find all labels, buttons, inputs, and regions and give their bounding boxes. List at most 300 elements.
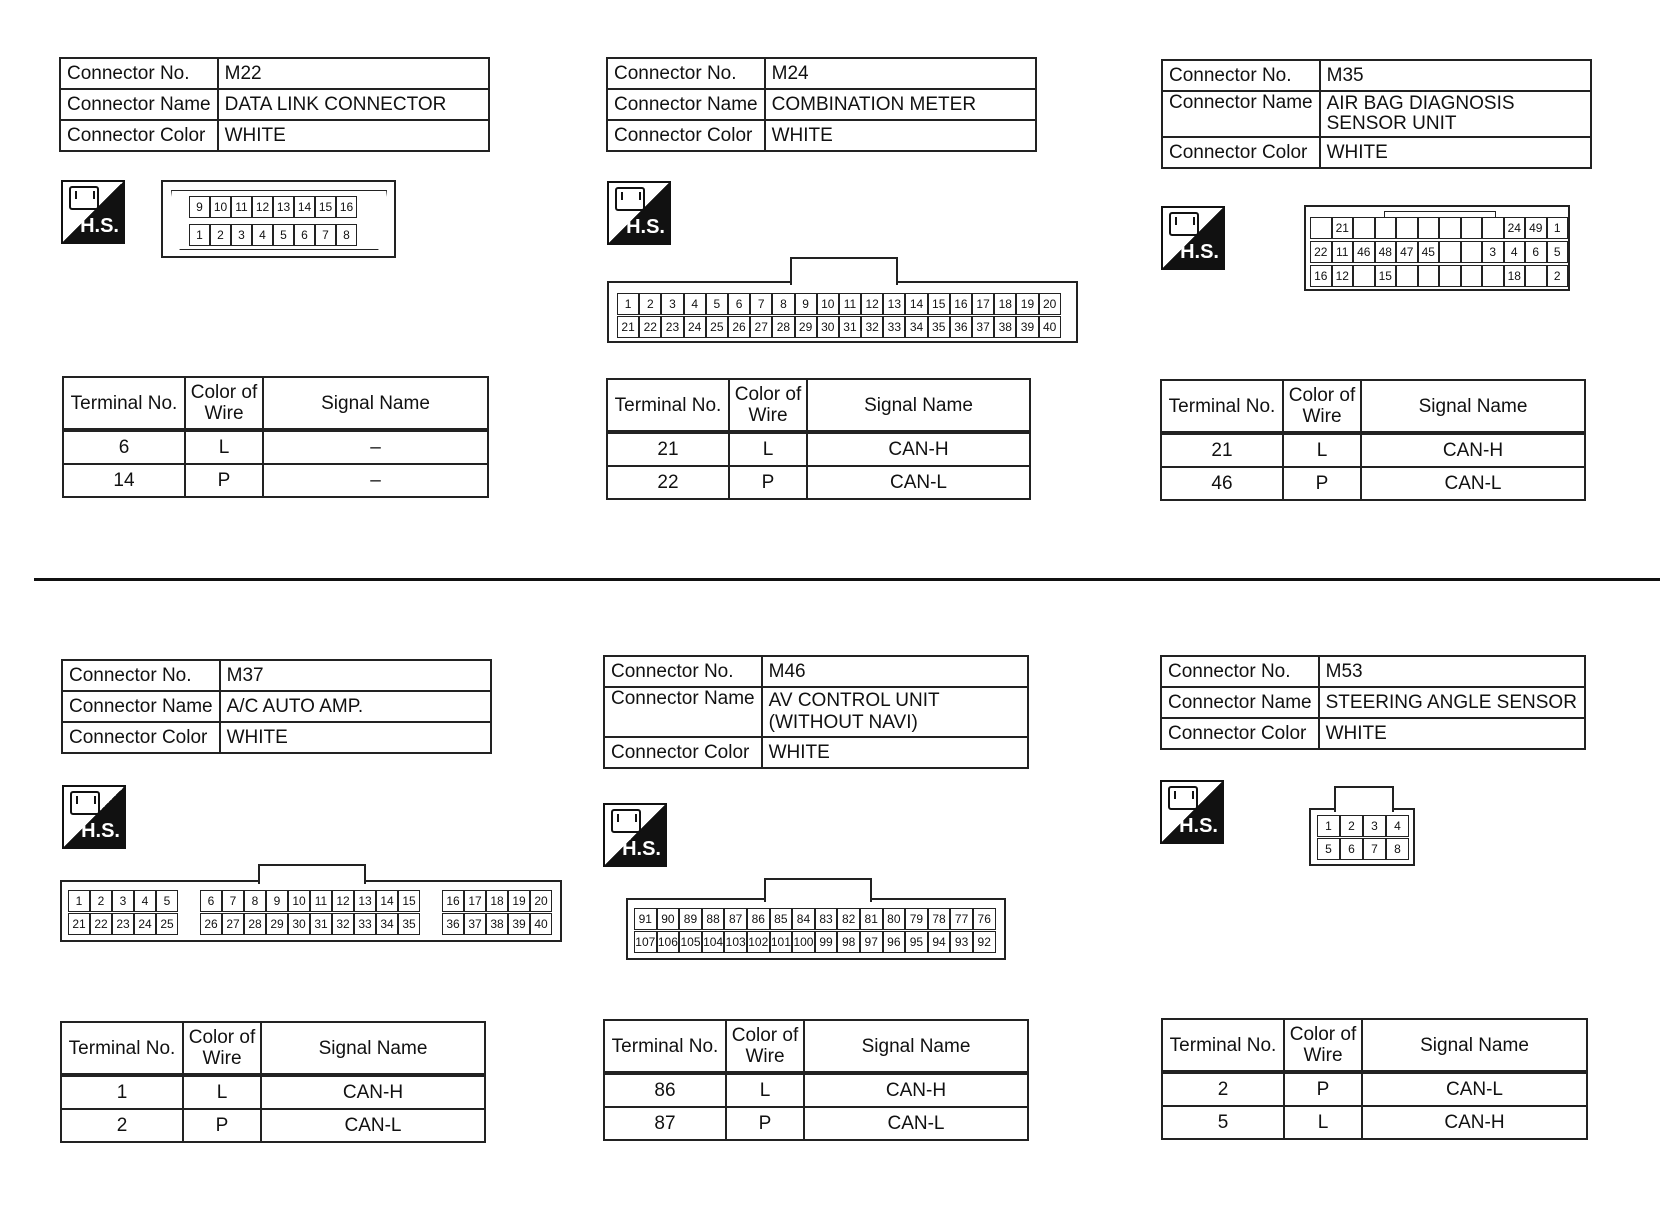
connector-pin: 30 [817, 316, 839, 338]
connector-pin: 83 [815, 908, 838, 930]
connector-pin [1439, 217, 1461, 239]
terminal-no: 87 [604, 1107, 726, 1140]
terminal-no: 1 [61, 1075, 183, 1109]
connector-pin [1418, 217, 1440, 239]
connector-no-value: M22 [218, 58, 489, 89]
harness-side-icon [62, 785, 126, 849]
hand-icon [1168, 786, 1198, 810]
connector-pin: 90 [657, 908, 680, 930]
connector-face-m37 [60, 880, 562, 942]
hs-label: H.S. [622, 838, 661, 860]
signal-name-header: Signal Name [261, 1022, 485, 1075]
hs-label: H.S. [81, 820, 120, 842]
connector-pin [1396, 217, 1418, 239]
connector-no-value: M53 [1319, 656, 1585, 687]
connector-name-value: AIR BAG DIAGNOSIS SENSOR UNIT [1320, 91, 1591, 137]
connector-pin: 2 [1547, 265, 1569, 287]
connector-pin: 12 [861, 293, 883, 315]
connector-info-m35 [1161, 59, 1592, 169]
connector-pin: 10 [288, 890, 310, 912]
connector-pin: 107 [634, 931, 657, 953]
connector-pin: 85 [770, 908, 793, 930]
connector-pin: 18 [994, 293, 1016, 315]
connector-no-label: Connector No. [607, 58, 765, 89]
connector-pin: 2 [90, 890, 112, 912]
connector-pin [1461, 217, 1483, 239]
wire-color-header: Color of Wire [1284, 1019, 1362, 1072]
connector-pin: 3 [231, 224, 252, 246]
wire-color: P [729, 466, 807, 499]
connector-pin: 20 [1039, 293, 1061, 315]
connector-pin: 1 [68, 890, 90, 912]
connector-pin: 35 [928, 316, 950, 338]
hs-label: H.S. [1179, 815, 1218, 837]
connector-pin: 21 [68, 913, 90, 935]
connector-pin: 99 [815, 931, 838, 953]
terminal-no: 21 [607, 432, 729, 466]
connector-pin: 12 [1332, 265, 1354, 287]
connector-pin: 30 [288, 913, 310, 935]
signal-name: CAN-L [807, 466, 1030, 499]
connector-pin: 79 [905, 908, 928, 930]
connector-pin: 28 [244, 913, 266, 935]
terminal-table-m22 [62, 376, 489, 498]
connector-info-m53 [1160, 655, 1586, 750]
wire-color-header: Color of Wire [185, 377, 263, 430]
wire-color-header: Color of Wire [729, 379, 807, 432]
connector-pin: 32 [332, 913, 354, 935]
hand-icon [611, 809, 641, 833]
signal-name: CAN-H [807, 432, 1030, 466]
connector-pin: 4 [684, 293, 706, 315]
connector-pin: 5 [273, 224, 294, 246]
connector-no-value: M37 [220, 660, 491, 691]
connector-color-label: Connector Color [607, 120, 765, 151]
connector-face-m53 [1309, 808, 1415, 866]
connector-color-value: WHITE [765, 120, 1036, 151]
signal-name: – [263, 430, 488, 464]
connector-pin: 35 [398, 913, 420, 935]
connector-pin [1439, 241, 1461, 263]
connector-pin: 24 [684, 316, 706, 338]
connector-face-m35 [1304, 205, 1570, 291]
connector-pin: 25 [156, 913, 178, 935]
connector-pin: 105 [679, 931, 702, 953]
connector-pin: 4 [1504, 241, 1526, 263]
connector-pin: 29 [795, 316, 817, 338]
connector-pin [1310, 217, 1332, 239]
connector-pin: 17 [464, 890, 486, 912]
connector-pin: 78 [928, 908, 951, 930]
connector-pin: 15 [398, 890, 420, 912]
connector-pin: 3 [112, 890, 134, 912]
connector-pin: 11 [310, 890, 332, 912]
connector-face-m22 [161, 180, 396, 258]
connector-pin: 97 [860, 931, 883, 953]
terminal-no: 6 [63, 430, 185, 464]
terminal-no-header: Terminal No. [607, 379, 729, 432]
connector-pin: 21 [1332, 217, 1354, 239]
connector-no-label: Connector No. [1162, 60, 1320, 91]
connector-pin: 22 [90, 913, 112, 935]
connector-pin: 31 [310, 913, 332, 935]
connector-pin: 40 [1039, 316, 1061, 338]
connector-pin: 12 [252, 196, 273, 218]
connector-info-m24 [606, 57, 1037, 152]
connector-pin: 15 [315, 196, 336, 218]
hand-icon [69, 186, 99, 210]
connector-pin: 13 [354, 890, 376, 912]
wire-color: L [729, 432, 807, 466]
connector-pin: 4 [134, 890, 156, 912]
signal-name: CAN-H [804, 1073, 1028, 1107]
connector-pin: 11 [231, 196, 252, 218]
connector-pin: 101 [770, 931, 793, 953]
connector-pin [1396, 265, 1418, 287]
connector-color-label: Connector Color [1161, 718, 1319, 749]
signal-name: CAN-L [1361, 467, 1585, 500]
terminal-table-m35 [1160, 379, 1586, 501]
connector-name-label: Connector Name [607, 89, 765, 120]
signal-name-header: Signal Name [263, 377, 488, 430]
connector-pin: 5 [156, 890, 178, 912]
connector-pin: 86 [747, 908, 770, 930]
connector-color-label: Connector Color [62, 722, 220, 753]
connector-name-value: AV CONTROL UNIT (WITHOUT NAVI) [762, 687, 1028, 737]
connector-no-value: M46 [762, 656, 1028, 687]
connector-pin: 6 [1340, 838, 1363, 860]
terminal-table-m24 [606, 378, 1031, 500]
connector-pin: 46 [1353, 241, 1375, 263]
connector-pin: 33 [354, 913, 376, 935]
connector-pin: 2 [639, 293, 661, 315]
connector-pin [1482, 217, 1504, 239]
connector-pin: 27 [222, 913, 244, 935]
connector-color-label: Connector Color [60, 120, 218, 151]
connector-pin: 5 [1317, 838, 1340, 860]
harness-side-icon [1161, 206, 1225, 270]
hs-label: H.S. [626, 216, 665, 238]
connector-pin: 14 [294, 196, 315, 218]
signal-name-header: Signal Name [1361, 380, 1585, 433]
connector-pin: 8 [772, 293, 794, 315]
connector-pin: 92 [973, 931, 996, 953]
connector-pin: 32 [861, 316, 883, 338]
connector-pin [420, 913, 442, 935]
connector-pin: 100 [792, 931, 815, 953]
wire-color-header: Color of Wire [1283, 380, 1361, 433]
connector-pin: 98 [837, 931, 860, 953]
connector-no-label: Connector No. [604, 656, 762, 687]
terminal-no-header: Terminal No. [63, 377, 185, 430]
wire-color: P [1283, 467, 1361, 500]
connector-no-value: M24 [765, 58, 1036, 89]
signal-name: CAN-H [261, 1075, 485, 1109]
connector-pin: 16 [950, 293, 972, 315]
connector-pin: 5 [1547, 241, 1569, 263]
connector-name-label: Connector Name [62, 691, 220, 722]
wire-color: L [1283, 433, 1361, 467]
connector-pin: 39 [508, 913, 530, 935]
connector-name-value: COMBINATION METER [765, 89, 1036, 120]
hand-icon [70, 791, 100, 815]
wire-color: P [1284, 1072, 1362, 1106]
signal-name-header: Signal Name [1362, 1019, 1587, 1072]
connector-pin: 94 [928, 931, 951, 953]
connector-pin: 76 [973, 908, 996, 930]
harness-side-icon [1160, 780, 1224, 844]
connector-pin: 7 [750, 293, 772, 315]
connector-pin: 40 [530, 913, 552, 935]
connector-pin: 24 [134, 913, 156, 935]
hand-icon [615, 187, 645, 211]
connector-pin: 23 [112, 913, 134, 935]
hs-label: H.S. [80, 215, 119, 237]
connector-pin: 38 [994, 316, 1016, 338]
connector-pin: 16 [442, 890, 464, 912]
connector-pin: 2 [210, 224, 231, 246]
connector-pin: 45 [1418, 241, 1440, 263]
wire-color: L [185, 430, 263, 464]
terminal-no: 21 [1161, 433, 1283, 467]
connector-pin: 37 [972, 316, 994, 338]
connector-no-label: Connector No. [60, 58, 218, 89]
connector-name-label: Connector Name [1162, 91, 1320, 137]
connector-pin: 28 [772, 316, 794, 338]
connector-pin: 103 [724, 931, 747, 953]
connector-pin: 26 [200, 913, 222, 935]
connector-pin: 23 [661, 316, 683, 338]
wire-color: L [183, 1075, 261, 1109]
connector-pin [420, 890, 442, 912]
hand-icon [1169, 212, 1199, 236]
connector-pin: 25 [706, 316, 728, 338]
signal-name: CAN-L [804, 1107, 1028, 1140]
signal-name: CAN-L [261, 1109, 485, 1142]
connector-pin: 84 [792, 908, 815, 930]
connector-pin: 96 [883, 931, 906, 953]
connector-pin [1375, 217, 1397, 239]
connector-face-m24 [607, 281, 1078, 343]
wire-color: L [1284, 1106, 1362, 1139]
harness-side-icon [61, 180, 125, 244]
connector-info-m22 [59, 57, 490, 152]
connector-pin: 3 [661, 293, 683, 315]
connector-pin: 102 [747, 931, 770, 953]
connector-pin [1461, 265, 1483, 287]
connector-pin [1418, 265, 1440, 287]
connector-pin: 2 [1340, 815, 1363, 837]
connector-pin: 22 [639, 316, 661, 338]
connector-pin: 1 [617, 293, 639, 315]
connector-pin: 34 [376, 913, 398, 935]
connector-pin: 1 [1547, 217, 1569, 239]
wire-color: P [183, 1109, 261, 1142]
connector-pin: 91 [634, 908, 657, 930]
connector-pin: 29 [266, 913, 288, 935]
terminal-no: 14 [63, 464, 185, 497]
connector-pin [178, 890, 200, 912]
connector-pin [1353, 265, 1375, 287]
connector-no-label: Connector No. [62, 660, 220, 691]
harness-side-icon [607, 181, 671, 245]
connector-color-value: WHITE [1320, 137, 1591, 168]
connector-pin: 26 [728, 316, 750, 338]
connector-name-value: DATA LINK CONNECTOR [218, 89, 489, 120]
terminal-no: 86 [604, 1073, 726, 1107]
connector-pin: 31 [839, 316, 861, 338]
connector-pin: 106 [657, 931, 680, 953]
signal-name: CAN-H [1362, 1106, 1587, 1139]
hs-label: H.S. [1180, 241, 1219, 263]
terminal-no-header: Terminal No. [1162, 1019, 1284, 1072]
connector-pin: 5 [706, 293, 728, 315]
connector-info-m46 [603, 655, 1029, 769]
connector-pin [1525, 265, 1547, 287]
terminal-table-m46 [603, 1019, 1029, 1141]
connector-pin: 93 [950, 931, 973, 953]
connector-pin: 19 [508, 890, 530, 912]
connector-pin: 36 [950, 316, 972, 338]
connector-pin: 39 [1016, 316, 1038, 338]
connector-pin: 34 [905, 316, 927, 338]
connector-pin: 15 [1375, 265, 1397, 287]
connector-pin: 12 [332, 890, 354, 912]
connector-name-value: A/C AUTO AMP. [220, 691, 491, 722]
signal-name-header: Signal Name [804, 1020, 1028, 1073]
connector-pin: 82 [837, 908, 860, 930]
connector-no-label: Connector No. [1161, 656, 1319, 687]
signal-name: – [263, 464, 488, 497]
section-divider [34, 578, 1660, 581]
connector-name-label: Connector Name [60, 89, 218, 120]
connector-pin: 8 [336, 224, 357, 246]
connector-pin: 9 [266, 890, 288, 912]
terminal-no: 2 [1162, 1072, 1284, 1106]
wire-color-header: Color of Wire [183, 1022, 261, 1075]
connector-color-label: Connector Color [604, 737, 762, 768]
connector-pin: 14 [905, 293, 927, 315]
terminal-no-header: Terminal No. [1161, 380, 1283, 433]
terminal-no: 46 [1161, 467, 1283, 500]
connector-name-label: Connector Name [604, 687, 762, 737]
connector-pin: 80 [883, 908, 906, 930]
connector-pin: 6 [294, 224, 315, 246]
connector-pin: 88 [702, 908, 725, 930]
connector-pin: 20 [530, 890, 552, 912]
terminal-no: 5 [1162, 1106, 1284, 1139]
connector-pin: 36 [442, 913, 464, 935]
connector-pin: 49 [1525, 217, 1547, 239]
connector-face-m46 [626, 898, 1006, 960]
signal-name: CAN-L [1362, 1072, 1587, 1106]
connector-color-value: WHITE [220, 722, 491, 753]
connector-pin: 17 [972, 293, 994, 315]
terminal-table-m53 [1161, 1018, 1588, 1140]
connector-pin: 81 [860, 908, 883, 930]
signal-name-header: Signal Name [807, 379, 1030, 432]
connector-pin [1461, 241, 1483, 263]
connector-pin: 87 [724, 908, 747, 930]
connector-pin: 11 [1332, 241, 1354, 263]
connector-pin: 19 [1016, 293, 1038, 315]
connector-info-m37 [61, 659, 492, 754]
connector-pin: 6 [200, 890, 222, 912]
connector-name-value: STEERING ANGLE SENSOR [1319, 687, 1585, 718]
terminal-no: 22 [607, 466, 729, 499]
wire-color: P [185, 464, 263, 497]
connector-color-value: WHITE [762, 737, 1028, 768]
connector-pin: 10 [210, 196, 231, 218]
connector-pin: 6 [1525, 241, 1547, 263]
signal-name: CAN-H [1361, 433, 1585, 467]
terminal-no-header: Terminal No. [61, 1022, 183, 1075]
connector-pin: 7 [222, 890, 244, 912]
connector-pin: 4 [252, 224, 273, 246]
terminal-table-m37 [60, 1021, 486, 1143]
connector-pin: 10 [817, 293, 839, 315]
connector-pin: 24 [1504, 217, 1526, 239]
connector-pin: 37 [464, 913, 486, 935]
connector-pin: 16 [336, 196, 357, 218]
connector-pin: 22 [1310, 241, 1332, 263]
terminal-no-header: Terminal No. [604, 1020, 726, 1073]
connector-pin: 9 [795, 293, 817, 315]
connector-pin: 21 [617, 316, 639, 338]
connector-pin: 95 [905, 931, 928, 953]
connector-pin: 18 [486, 890, 508, 912]
connector-pin: 1 [189, 224, 210, 246]
connector-pin: 4 [1386, 815, 1409, 837]
connector-pin: 33 [883, 316, 905, 338]
wire-color-header: Color of Wire [726, 1020, 804, 1073]
connector-pin: 9 [189, 196, 210, 218]
connector-pin: 1 [1317, 815, 1340, 837]
connector-pin [1482, 265, 1504, 287]
connector-pin: 6 [728, 293, 750, 315]
connector-pin: 7 [1363, 838, 1386, 860]
connector-pin: 8 [1386, 838, 1409, 860]
connector-color-value: WHITE [218, 120, 489, 151]
wire-color: L [726, 1073, 804, 1107]
connector-pin: 3 [1482, 241, 1504, 263]
terminal-no: 2 [61, 1109, 183, 1142]
connector-color-value: WHITE [1319, 718, 1585, 749]
connector-color-label: Connector Color [1162, 137, 1320, 168]
connector-pin: 47 [1396, 241, 1418, 263]
connector-pin: 16 [1310, 265, 1332, 287]
connector-pin: 89 [679, 908, 702, 930]
connector-pin: 11 [839, 293, 861, 315]
connector-pin: 13 [273, 196, 294, 218]
wire-color: P [726, 1107, 804, 1140]
connector-pin: 8 [244, 890, 266, 912]
harness-side-icon [603, 803, 667, 867]
connector-pin [1439, 265, 1461, 287]
connector-pin: 14 [376, 890, 398, 912]
connector-pin: 13 [883, 293, 905, 315]
connector-name-label: Connector Name [1161, 687, 1319, 718]
connector-pin: 104 [702, 931, 725, 953]
connector-pin: 3 [1363, 815, 1386, 837]
connector-pin [178, 913, 200, 935]
connector-pin: 27 [750, 316, 772, 338]
connector-pin: 48 [1375, 241, 1397, 263]
connector-pin: 38 [486, 913, 508, 935]
connector-pin: 15 [928, 293, 950, 315]
connector-no-value: M35 [1320, 60, 1591, 91]
connector-pin [1353, 217, 1375, 239]
